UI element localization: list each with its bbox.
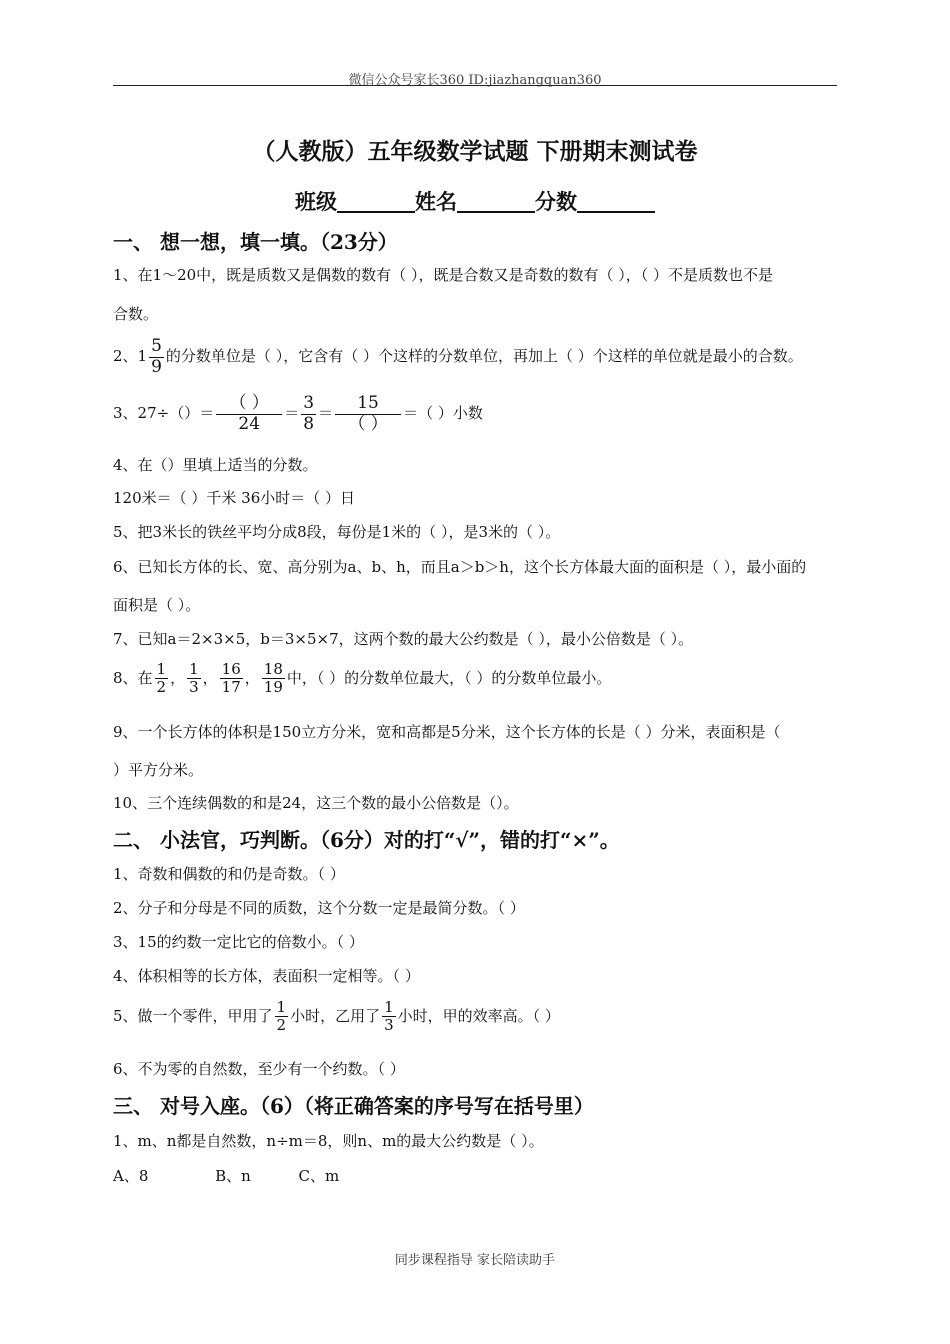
separator: ， (244, 668, 260, 687)
fraction-numerator: 18 (263, 660, 283, 678)
fraction-denominator: 2 (156, 678, 167, 697)
s3-question-1: 1、m、n都是自然数，n÷m＝8，则n、m的最大公约数是（ ）。 (113, 1132, 544, 1150)
q8-fraction-2 (187, 661, 201, 697)
q8-fraction-1 (155, 661, 169, 697)
name-blank[interactable] (457, 191, 535, 213)
fraction-numerator: 1 (156, 660, 167, 678)
s1-question-1-line2: 合数。 (113, 305, 159, 323)
fraction-numerator: 1 (189, 660, 199, 678)
section3-heading: 三、 对号入座。（6）（将正确答案的序号写在括号里） (113, 1094, 594, 1118)
separator: ， (202, 668, 218, 687)
class-label: 班级 (295, 189, 337, 214)
q5-fraction-2 (382, 999, 396, 1035)
q3-fraction-1 (216, 394, 282, 434)
page-footer: 同步课程指导 家长陪读助手 (394, 1253, 556, 1268)
score-blank[interactable] (577, 191, 655, 213)
section1-heading: 一、 想一想，填一填。（23分） (113, 230, 398, 254)
s1-question-9-line2: ）平方分米。 (113, 761, 204, 779)
s1-question-6-line2: 面积是（ ）。 (113, 596, 201, 614)
s1-question-9-line1: 9、一个长方体的体积是150立方分米，宽和高都是5分米，这个长方体的长是（ ）分米，表面积是（ (113, 723, 781, 741)
fraction-numerator: 15 (335, 394, 401, 415)
fraction-denominator: 3 (189, 678, 199, 697)
q5-fraction-1 (275, 999, 289, 1035)
q8-fraction-4 (262, 661, 285, 697)
s1-question-1-line1: 1、在1～20中，既是质数又是偶数的数有（ ），既是合数又是奇数的数有（ ），（ ）不是质数也不是 (113, 266, 773, 284)
q5-middle: 小时，乙用了 (290, 1006, 381, 1025)
s1-question-10: 10、三个连续偶数的和是24，这三个数的最小公倍数是（）。 (113, 794, 519, 812)
s2-question-3: 3、15的约数一定比它的倍数小。（ ） (113, 933, 364, 951)
s2-question-5 (113, 999, 560, 1035)
q2-text: 的分数单位是（ ），它含有（ ）个这样的分数单位，再加上（ ）个这样的单位就是最小的合数。 (165, 347, 803, 366)
s1-question-5: 5、把3米长的铁丝平均分成8段，每份是1米的（ ），是3米的（ ）。 (113, 523, 561, 541)
s1-question-6-line1: 6、已知长方体的长、宽、高分别为a、b、h，而且a＞b＞h，这个长方体最大面的面积是（ ），最小面的 (113, 558, 807, 576)
fraction-denominator: 9 (151, 356, 162, 377)
q8-fraction-3 (220, 661, 243, 697)
s2-question-2: 2、分子和分母是不同的质数，这个分数一定是最简分数。（ ） (113, 899, 525, 917)
header-rule (113, 85, 837, 86)
q8-suffix: 中，（ ）的分数单位最大，（ ）的分数单位最小。 (286, 668, 612, 687)
fraction-numerator: （ ） (216, 394, 282, 415)
s2-question-1: 1、奇数和偶数的和仍是奇数。（ ） (113, 865, 345, 883)
q5-prefix: 5、做一个零件，甲用了 (113, 1006, 273, 1025)
mixed-fraction (149, 337, 164, 377)
fraction-denominator: 2 (276, 1016, 287, 1035)
fraction-denominator: 17 (221, 678, 241, 697)
q5-suffix: 小时，甲的效率高。（ ） (397, 1006, 560, 1025)
q3-suffix: ＝（ ）小数 (403, 404, 483, 423)
s1-question-3 (113, 394, 483, 434)
s2-question-4: 4、体积相等的长方体，表面积一定相等。（ ） (113, 967, 420, 985)
score-label: 分数 (535, 189, 577, 214)
s1-question-4-items: 120米＝（ ）千米 36小时＝（ ）日 (113, 489, 356, 507)
fraction-numerator: 1 (384, 998, 394, 1016)
q2-prefix: 2、1 (113, 347, 148, 366)
q3-fraction-3 (335, 394, 401, 434)
s2-question-6: 6、不为零的自然数，至少有一个约数。（ ） (113, 1060, 405, 1078)
s1-question-8 (113, 661, 611, 697)
exam-title: （人教版）五年级数学试题 下册期末测试卷 (252, 138, 698, 165)
section2-heading: 二、 小法官，巧判断。（6分）对的打“√”，错的打“×”。 (113, 828, 620, 852)
student-info-line (0, 186, 950, 216)
fraction-denominator: 24 (238, 413, 261, 434)
q3-prefix: 3、27÷（）＝ (113, 404, 215, 423)
fraction-denominator: 8 (303, 413, 315, 434)
class-blank[interactable] (337, 191, 415, 213)
fraction-denominator: 3 (384, 1016, 394, 1035)
fraction-denominator: （ ） (348, 413, 388, 434)
equals-sign: ＝ (284, 404, 300, 423)
fraction-numerator: 5 (151, 336, 162, 356)
q8-prefix: 8、在 (113, 668, 153, 687)
page-header: 微信公众号家长360 ID:jiazhangquan360 (348, 73, 602, 88)
s3-question-1-options: A、8 B、n C、m (113, 1167, 340, 1185)
fraction-numerator: 3 (303, 393, 315, 413)
equals-sign: ＝ (318, 404, 334, 423)
s1-question-4: 4、在（）里填上适当的分数。 (113, 456, 318, 474)
fraction-denominator: 19 (263, 678, 283, 697)
s1-question-2 (113, 337, 803, 377)
separator: ， (170, 668, 186, 687)
fraction-numerator: 16 (221, 660, 241, 678)
s1-question-7: 7、已知a＝2×3×5，b＝3×5×7，这两个数的最大公约数是（ ），最小公倍数是（ ）。 (113, 630, 694, 648)
fraction-numerator: 1 (276, 998, 287, 1016)
q3-fraction-2 (301, 394, 316, 434)
name-label: 姓名 (415, 189, 457, 214)
